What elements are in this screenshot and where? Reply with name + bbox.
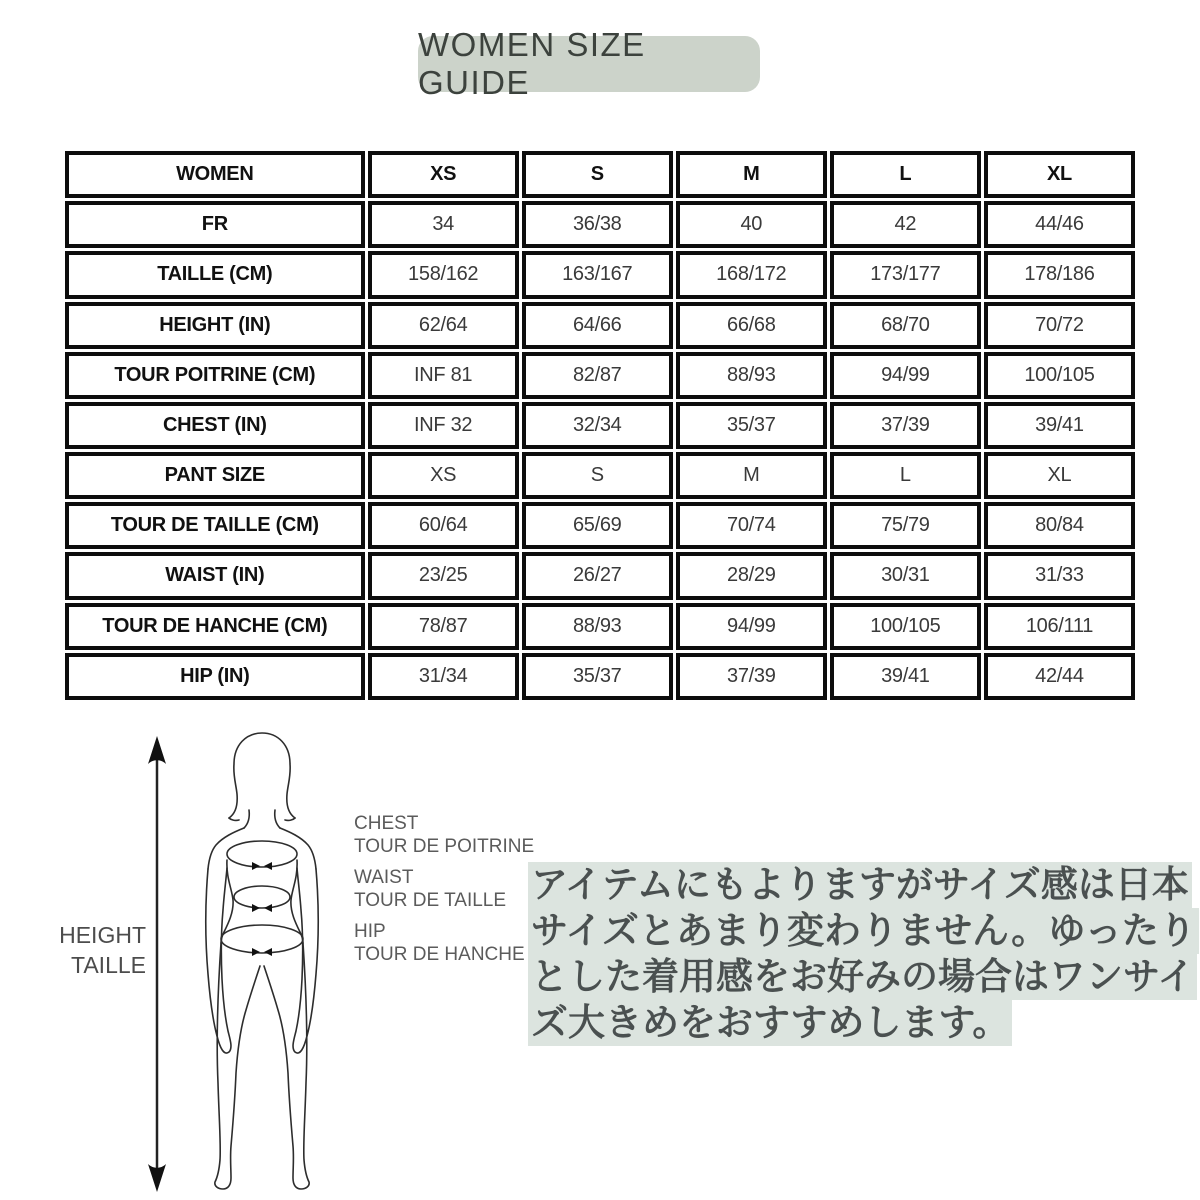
size-value-cell: 64/66 bbox=[522, 302, 673, 349]
size-note-line: アイテムにもよりますがサイズ感は日本 bbox=[528, 862, 1192, 908]
chest-label-fr: TOUR DE POITRINE bbox=[354, 836, 535, 857]
size-value-cell: 75/79 bbox=[830, 502, 981, 549]
size-note-line: とした着用感をお好みの場合はワンサイ bbox=[528, 954, 1197, 1000]
size-value-cell: 100/105 bbox=[984, 352, 1135, 399]
body-figure-illustration bbox=[190, 728, 360, 1194]
table-row-chest-in bbox=[65, 402, 1135, 449]
size-value-cell: 158/162 bbox=[368, 251, 519, 298]
table-header-row bbox=[65, 151, 1135, 198]
row-label: PANT SIZE bbox=[65, 452, 365, 499]
size-value-cell: INF 81 bbox=[368, 352, 519, 399]
table-row-waist-in bbox=[65, 552, 1135, 599]
size-value-cell: 178/186 bbox=[984, 251, 1135, 298]
size-value-cell: 88/93 bbox=[676, 352, 827, 399]
size-value-cell: 31/33 bbox=[984, 552, 1135, 599]
size-value-cell: 78/87 bbox=[368, 603, 519, 650]
size-value-cell: 39/41 bbox=[830, 653, 981, 700]
header-cell-m: M bbox=[676, 151, 827, 198]
chest-label bbox=[354, 812, 534, 858]
table-row-tour-de-taille bbox=[65, 502, 1135, 549]
header-cell-xs: XS bbox=[368, 151, 519, 198]
size-value-cell: 70/74 bbox=[676, 502, 827, 549]
size-note bbox=[528, 862, 1196, 1046]
size-value-cell: 80/84 bbox=[984, 502, 1135, 549]
size-value-cell: 68/70 bbox=[830, 302, 981, 349]
row-label: TOUR DE HANCHE (CM) bbox=[65, 603, 365, 650]
row-label: HIP (IN) bbox=[65, 653, 365, 700]
hip-label-fr: TOUR DE HANCHE bbox=[354, 944, 525, 965]
size-value-cell: 34 bbox=[368, 201, 519, 248]
size-value-cell: 40 bbox=[676, 201, 827, 248]
size-value-cell: 36/38 bbox=[522, 201, 673, 248]
waist-label-fr: TOUR DE TAILLE bbox=[354, 890, 507, 911]
height-label-fr: TAILLE bbox=[71, 952, 146, 978]
header-cell-s: S bbox=[522, 151, 673, 198]
size-value-cell: 35/37 bbox=[676, 402, 827, 449]
size-table bbox=[62, 148, 1138, 703]
table-row-fr bbox=[65, 201, 1135, 248]
row-label: TOUR DE TAILLE (CM) bbox=[65, 502, 365, 549]
size-value-cell: 23/25 bbox=[368, 552, 519, 599]
table-row-hip-in bbox=[65, 653, 1135, 700]
table-row-tour-poitrine bbox=[65, 352, 1135, 399]
size-value-cell: 42 bbox=[830, 201, 981, 248]
size-value-cell: 30/31 bbox=[830, 552, 981, 599]
waist-label-en: WAIST bbox=[354, 867, 414, 888]
size-value-cell: 31/34 bbox=[368, 653, 519, 700]
size-note-line: ズ大きめをおすすめします。 bbox=[528, 1000, 1012, 1046]
row-label: CHEST (IN) bbox=[65, 402, 365, 449]
size-value-cell: 82/87 bbox=[522, 352, 673, 399]
size-value-cell: 37/39 bbox=[676, 653, 827, 700]
size-value-cell: 37/39 bbox=[830, 402, 981, 449]
chest-label-en: CHEST bbox=[354, 813, 419, 834]
size-value-cell: 28/29 bbox=[676, 552, 827, 599]
size-value-cell: 32/34 bbox=[522, 402, 673, 449]
page-title-text: WOMEN SIZE GUIDE bbox=[418, 26, 646, 101]
size-value-cell: 66/68 bbox=[676, 302, 827, 349]
row-label: WAIST (IN) bbox=[65, 552, 365, 599]
size-value-cell: 60/64 bbox=[368, 502, 519, 549]
row-label: TAILLE (CM) bbox=[65, 251, 365, 298]
size-note-line: サイズとあまり変わりません。ゆったり bbox=[528, 908, 1199, 954]
size-value-cell: 70/72 bbox=[984, 302, 1135, 349]
size-value-cell: 26/27 bbox=[522, 552, 673, 599]
table-row-height-in bbox=[65, 302, 1135, 349]
height-label bbox=[58, 920, 146, 980]
size-value-cell: 100/105 bbox=[830, 603, 981, 650]
size-value-cell: 65/69 bbox=[522, 502, 673, 549]
size-value-cell: 44/46 bbox=[984, 201, 1135, 248]
row-label: FR bbox=[65, 201, 365, 248]
size-value-cell: 163/167 bbox=[522, 251, 673, 298]
hip-label-en: HIP bbox=[354, 921, 386, 942]
header-cell-women: WOMEN bbox=[65, 151, 365, 198]
table-row-tour-de-hanche bbox=[65, 603, 1135, 650]
height-label-en: HEIGHT bbox=[59, 922, 146, 948]
header-cell-xl: XL bbox=[984, 151, 1135, 198]
waist-label bbox=[354, 866, 506, 912]
size-value-cell: 173/177 bbox=[830, 251, 981, 298]
table-row-taille-cm bbox=[65, 251, 1135, 298]
size-value-cell: 88/93 bbox=[522, 603, 673, 650]
size-value-cell: S bbox=[522, 452, 673, 499]
size-value-cell: 94/99 bbox=[830, 352, 981, 399]
size-value-cell: INF 32 bbox=[368, 402, 519, 449]
size-value-cell: 42/44 bbox=[984, 653, 1135, 700]
header-cell-l: L bbox=[830, 151, 981, 198]
hip-label bbox=[354, 920, 525, 966]
size-value-cell: XS bbox=[368, 452, 519, 499]
page-title bbox=[418, 26, 760, 101]
size-value-cell: 62/64 bbox=[368, 302, 519, 349]
table-row-pant-size bbox=[65, 452, 1135, 499]
size-value-cell: XL bbox=[984, 452, 1135, 499]
row-label: HEIGHT (IN) bbox=[65, 302, 365, 349]
size-value-cell: M bbox=[676, 452, 827, 499]
size-value-cell: L bbox=[830, 452, 981, 499]
size-value-cell: 106/111 bbox=[984, 603, 1135, 650]
size-value-cell: 35/37 bbox=[522, 653, 673, 700]
size-value-cell: 168/172 bbox=[676, 251, 827, 298]
row-label: TOUR POITRINE (CM) bbox=[65, 352, 365, 399]
size-value-cell: 94/99 bbox=[676, 603, 827, 650]
size-value-cell: 39/41 bbox=[984, 402, 1135, 449]
